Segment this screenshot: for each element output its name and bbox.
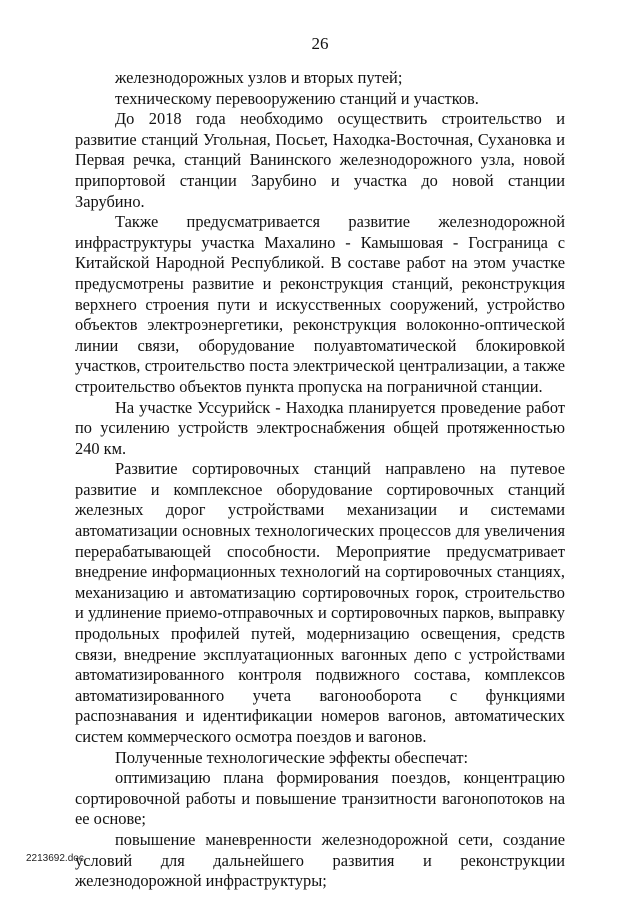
paragraph-8: оптимизацию плана формирования поездов, концентрацию сортировочной работы и повышение транзитности вагонопотоков на ее основе; (75, 768, 565, 829)
paragraph-1: железнодорожных узлов и вторых путей; (115, 68, 403, 87)
page-number: 26 (311, 34, 329, 53)
paragraph-6: Развитие сортировочных станций направлено на путевое развитие и комплексное оборудование сортировочных станций железных дорог устройствами механизации и системами автоматизации основных технологических процессов для увеличения перерабатывающей способности. Мероприятие предусматривает внедрение информационных технологий на сортировочных станциях, механизацию и автоматизацию сортировочных горок, строительство и удлинение приемо-отправочных и сортировочных парков, выправку продольных профилей путей, модернизацию освещения, средств связи, внедрение эксплуатационных вагонных депо с устройствами автоматизированного контроля подвижного состава, комплексов автоматизированного учета вагонооборота с функциями распознавания и идентификации номеров вагонов, автоматических систем коммерческого осмотра поездов и вагонов. (75, 459, 565, 746)
paragraph-9: повышение маневренности железнодорожной сети, создание условий для дальнейшего развития и реконструкции железнодорожной инфраструктуры; (75, 829, 565, 891)
paragraph-2: техническому перевооружению станций и участков. (115, 88, 479, 108)
paragraph-5: На участке Уссурийск - Находка планируется проведение работ по усилению устройств электроснабжения общей протяженностью 240 км. (75, 397, 565, 458)
paragraph-7: Полученные технологические эффекты обеспечат: (115, 747, 469, 767)
paragraph-3: До 2018 года необходимо осуществить строительство и развитие станций Угольная, Посьет, Находка-Восточная, Сухановка и Первая речка, станций Ванинского железнодорожного узла, новой припортовой станции Зарубино и участка до новой станции Зарубино. (75, 109, 565, 211)
document-body (75, 68, 565, 892)
paragraph-4: Также предусматривается развитие железнодорожной инфраструктуры участка Махалино - Камышовая - Госграница с Китайской Народной Республикой. В составе работ на этом участке предусмотрены развитие и реконструкция станций, реконструкция верхнего строения пути и искусственных сооружений, устройство объектов электроэнергетики, реконструкция волоконно-оптической линии связи, оборудование полуавтоматической блокировкой участков, строительство поста электрической централизации, а также строительство объектов пункта пропуска на пограничной станции. (75, 212, 565, 396)
footer-filename: 2213692.doc (26, 853, 84, 864)
